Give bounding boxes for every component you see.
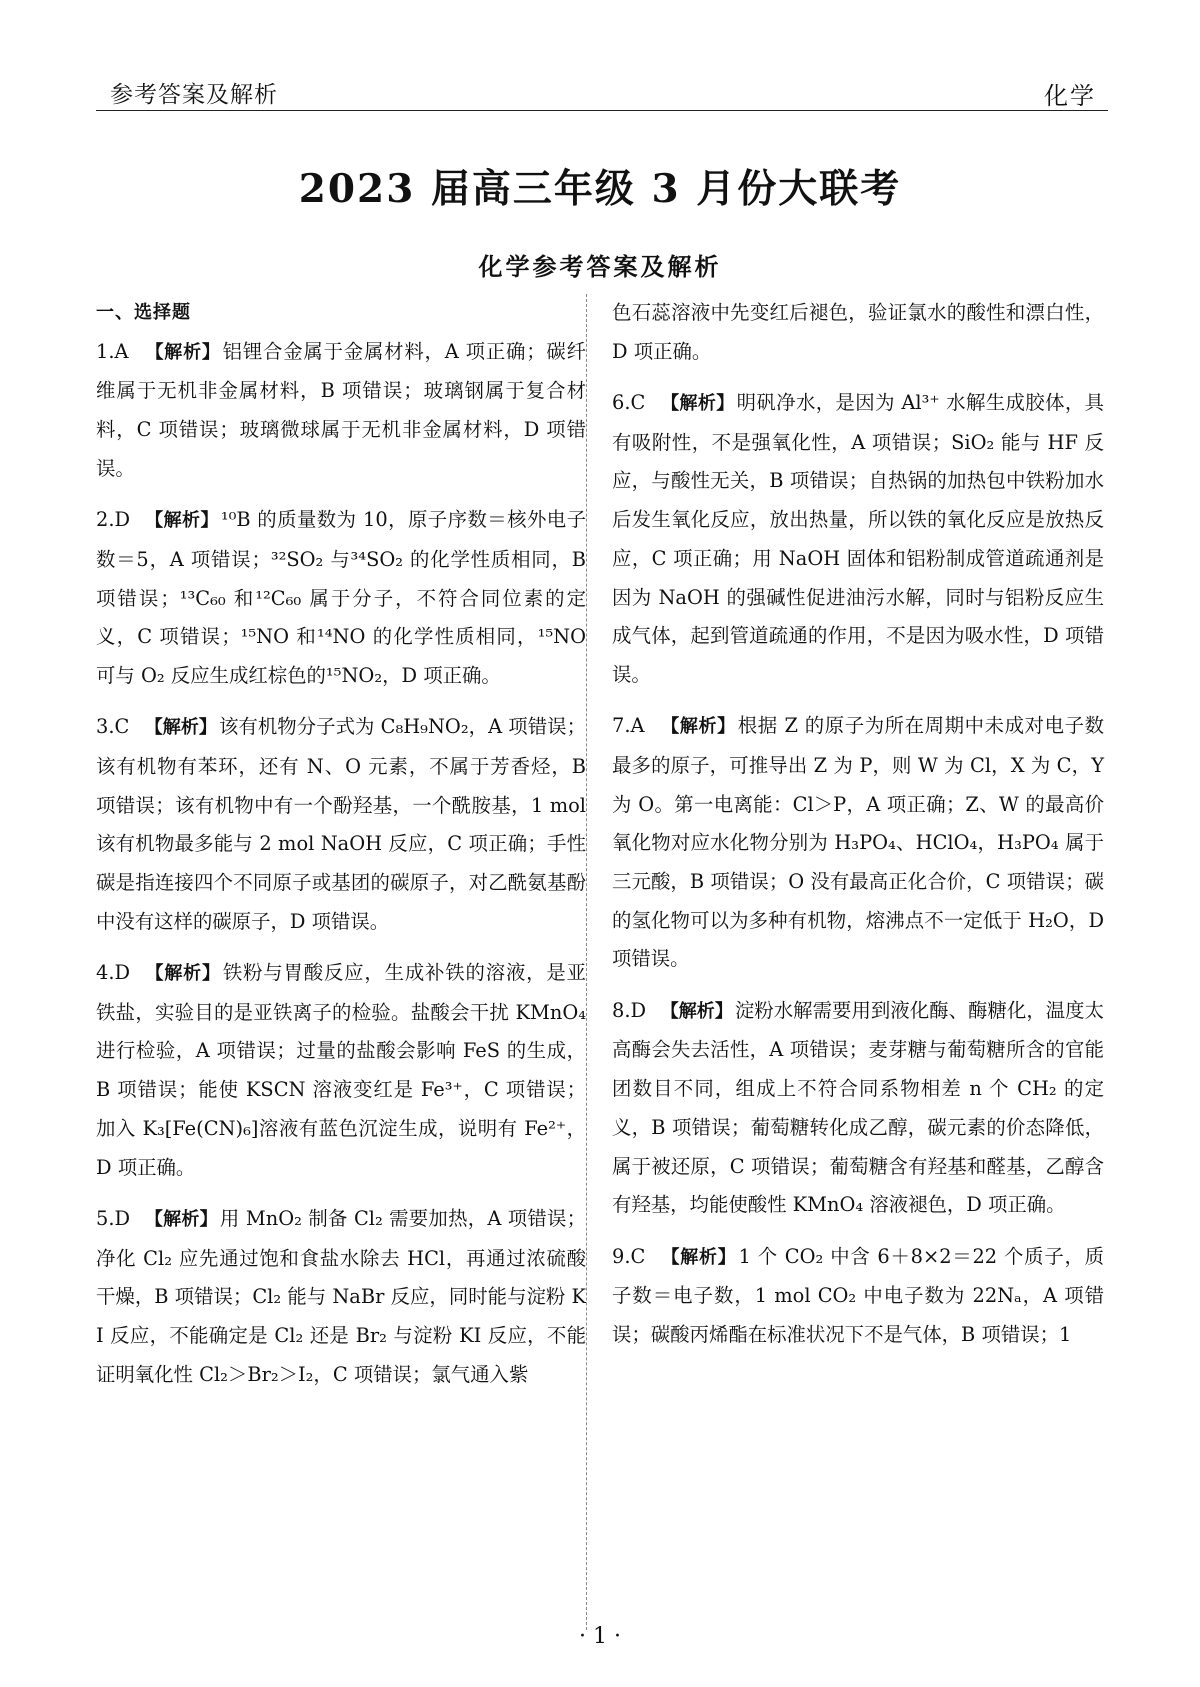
answer-item-8 bbox=[612, 992, 1104, 1225]
item-text: 淀粉水解需要用到液化酶、酶糖化，温度太高酶会失去活性，A 项错误；麦芽糖与葡萄糖所含的官能团数目不同，组成上不符合同系物相差 n 个 CH₂ 的定义，B 项错误；葡萄糖转化成乙醇，碳元素的价态降低，属于被还原，C 项错误；葡萄糖含有羟基和醛基，乙醇含有羟基，均能使酸性 KMnO₄ 溶液褪色，D 项正确。 bbox=[612, 998, 1104, 1217]
item-text: 铁粉与胃酸反应，生成补铁的溶液，是亚铁盐，实验目的是亚铁离子的检验。盐酸会干扰 KMnO₄ 进行检验，A 项错误；过量的盐酸会影响 FeS 的生成，B 项错误；能使 KSCN 溶液变红是 Fe³⁺，C 项错误；加入 K₃[Fe(CN)₆]溶液有蓝色沉淀生成，说明有 Fe²⁺，D 项正确。 bbox=[96, 961, 587, 1179]
item-answer: D bbox=[114, 1206, 131, 1230]
item-answer: C bbox=[630, 391, 646, 414]
item-number: 6. bbox=[612, 391, 631, 414]
analysis-tag: 【解析】 bbox=[144, 717, 217, 739]
item-number: 7. bbox=[612, 714, 631, 738]
answer-item-2 bbox=[96, 501, 586, 696]
item-number: 4. bbox=[96, 961, 115, 985]
answer-item-1 bbox=[96, 333, 586, 489]
analysis-tag: 【解析】 bbox=[661, 1246, 737, 1268]
header-subject-label: 化学 bbox=[1044, 82, 1096, 110]
item-answer: D bbox=[630, 998, 647, 1022]
answer-item-4 bbox=[96, 954, 586, 1187]
item-text: 用 MnO₂ 制备 Cl₂ 需要加热，A 项错误；净化 Cl₂ 应先通过饱和食盐水除去 HCl，再通过浓硫酸干燥，B 项错误；Cl₂ 能与 NaBr 反应，同时能与淀粉 KI 反应，不能确定是 Cl₂ 还是 Br₂ 与淀粉 KI 反应，不能证明氧化性 Cl₂＞Br₂＞I₂，C 项错误；氯气通入紫 bbox=[96, 1206, 586, 1386]
analysis-tag: 【解析】 bbox=[661, 716, 736, 738]
right-column bbox=[612, 294, 1104, 1355]
answer-item-7 bbox=[612, 707, 1104, 979]
answer-item-5 bbox=[96, 1200, 586, 1395]
analysis-tag: 【解析】 bbox=[661, 393, 735, 414]
item-number: 9. bbox=[612, 1244, 631, 1268]
item-number: 3. bbox=[96, 715, 115, 739]
answer-item-5-continued: 色石蕊溶液中先变红后褪色，验证氯水的酸性和漂白性，D 项正确。 bbox=[612, 301, 1104, 363]
item-text: 明矾净水，是因为 Al³⁺ 水解生成胶体，具有吸附性，不是强氧化性，A 项错误；SiO₂ 能与 HF 反应，与酸性无关，B 项错误；自热锅的加热包中铁粉加水后发生氧化反应，放出热量，所以铁的氧化反应是放热反应，C 项正确；用 NaOH 固体和铝粉制成管道疏通剂是因为 NaOH 的强碱性促进油污水解，同时与铝粉反应生成气体，起到管道疏通的作用，不是因为吸水性，D 项错误。 bbox=[612, 391, 1105, 686]
item-number: 1. bbox=[96, 339, 115, 363]
item-text: 铝锂合金属于金属材料，A 项正确；碳纤维属于无机非金属材料，B 项错误；玻璃钢属于复合材料，C 项错误；玻璃微球属于无机非金属材料，D 项错误。 bbox=[96, 339, 587, 480]
header-rule bbox=[96, 110, 1108, 111]
column-divider bbox=[586, 294, 587, 1630]
analysis-tag: 【解析】 bbox=[145, 341, 221, 363]
item-answer: D bbox=[114, 508, 131, 532]
answer-item-6 bbox=[612, 384, 1104, 695]
item-answer: A bbox=[630, 714, 645, 738]
header-left-label: 参考答案及解析 bbox=[110, 82, 278, 108]
item-text: ¹⁰B 的质量数为 10，原子序数＝核外电子数＝5，A 项错误；³²SO₂ 与³⁴SO₂ 的化学性质相同，B 项错误；¹³C₆₀ 和¹²C₆₀ 属于分子，不符合同位素的定义，C 项错误；¹⁵NO 和¹⁴NO 的化学性质相同，¹⁵NO 可与 O₂ 反应生成红棕色的¹⁵NO₂，D 项正确。 bbox=[96, 508, 587, 687]
item-number: 5. bbox=[96, 1206, 115, 1230]
answer-item-3 bbox=[96, 708, 586, 941]
analysis-tag: 【解析】 bbox=[144, 1208, 218, 1230]
document-title: 2023 届高三年级 3 月份大联考 bbox=[298, 166, 902, 212]
item-answer: D bbox=[114, 961, 131, 985]
item-text: 根据 Z 的原子为所在周期中未成对电子数最多的原子，可推导出 Z 为 P，则 W 为 Cl，X 为 C，Y 为 O。第一电离能：Cl＞P，A 项正确；Z、W 的最高价氧化物对应水化物分别为 H₃PO₄、HClO₄，H₃PO₄ 属于三元酸，B 项错误；O 没有最高正化合价，C 项错误；碳的氢化物可以为多种有机物，熔沸点不一定低于 H₂O，D 项错误。 bbox=[612, 714, 1105, 971]
page-header bbox=[96, 72, 1108, 110]
item-text: 1 个 CO₂ 中含 6＋8×2＝22 个质子，质子数＝电子数，1 mol CO₂ 中电子数为 22Nₐ，A 项错误；碳酸丙烯酯在标准状况下不是气体，B 项错误；1 bbox=[612, 1244, 1105, 1346]
item-text: 该有机物分子式为 C₈H₉NO₂，A 项错误；该有机物有苯环，还有 N、O 元素，不属于芳香烃，B 项错误；该有机物中有一个酚羟基，一个酰胺基，1 mol该有机物最多能与 2 mol NaOH 反应，C 项正确；手性碳是指连接四个不同原子或基团的碳原子，对乙酰氨基酚中没有这样的碳原子，D 项错误。 bbox=[96, 715, 587, 933]
document-subtitle: 化学参考答案及解析 bbox=[478, 252, 722, 281]
answer-item-9 bbox=[612, 1238, 1104, 1355]
page-number: · 1 · bbox=[579, 1624, 621, 1649]
section-heading: 一、选择题 bbox=[96, 302, 191, 323]
item-answer: A bbox=[114, 339, 129, 363]
item-number: 2. bbox=[96, 508, 115, 532]
left-column bbox=[96, 294, 586, 1394]
analysis-tag: 【解析】 bbox=[145, 510, 219, 532]
item-number: 8. bbox=[612, 998, 631, 1022]
item-answer: C bbox=[114, 715, 130, 739]
analysis-tag: 【解析】 bbox=[660, 1000, 733, 1022]
analysis-tag: 【解析】 bbox=[145, 963, 221, 985]
item-answer: C bbox=[630, 1244, 646, 1268]
